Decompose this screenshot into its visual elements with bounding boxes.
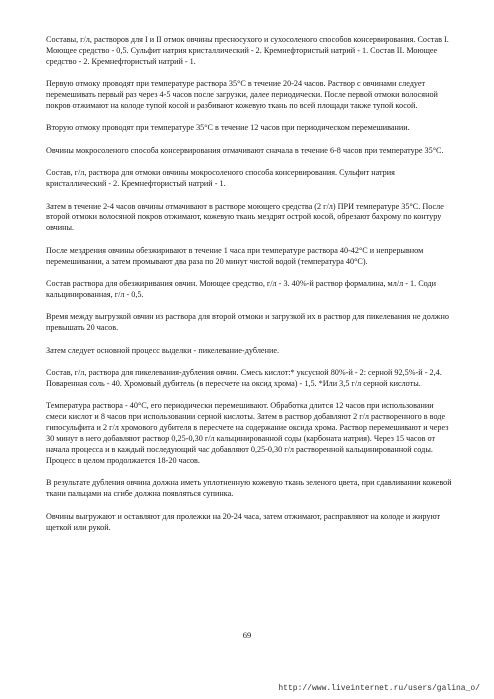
paragraph-tanning-process: Температура раствора - 40°С, его периодически перемешивают. Обработка длится 12 часов при использовании смеси кислот и 8 часов при использовании серной кислоты. Затем в раствор добавляют 2 г/л растворенного в воде гипосульфита и 2 г/л хромового дубителя в пересчете на содержание оксида хрома. Раствор перемешивают и через 30 минут в него добавляют раствор 0,25-0,30 г/л кальцинированной соды (карбоната натрия). Через 15 часов от начала процесса и в каждый последующий час добавляют 0,25-0,30 г/л растворенной кальцинированной соды. Процесс в целом продолжается 18-20 часов.	[46, 401, 449, 465]
paragraph-second-soak: Вторую отмоку проводят при температуре 35°С в течение 12 часов при периодическом перемешивании.	[46, 123, 410, 133]
paragraph-wet-salted-composition: Состав, г/л, раствора для отмоки овчины мокросоленого способа консервирования. Сульфит натрия кристаллический - 2. Кремнефтористый натрий - 1.	[46, 168, 395, 189]
page-number: 69	[242, 630, 252, 640]
paragraph-tanning-intro: Затем следует основной процесс выделки - пикелевание-дубление.	[46, 345, 280, 355]
paragraph-degreasing: После мездрения овчины обезжиривают в течение 1 часа при температуре раствора 40-42°С и непрерывном перемешивании, а затем промывают два раза по 20 минут чистой водой (температура 40°С).	[46, 245, 424, 266]
paragraph-degreasing-composition: Состав раствора для обезжиривания овчин. Моющее средство, г/л - 3. 40%-й раствор формалина, мл/л - 1. Соди кальцинированная, г/л - 0,5.	[46, 279, 437, 299]
paragraph-first-soak: Первую отмоку проводят при температуре раствора 35°С в течение 20-24 часов. Раствор с овчинами следует перемешивать первый раз через 4-5 часов после загрузки, далее периодически. После первой отмоки волосяной покров отжимают на колоде тупой косой и разбивают кожевую ткань по всей площади также тупой косой.	[46, 79, 438, 111]
paragraph-soak-compositions: Составы, г/л, растворов для I и II отмок овчины пресносухого и сухосоленого способов консервирования. Состав I. Моющее средство - 0,5. Сульфит натрия кристаллический - 2. Кремнефтористый натрий - 1. Состав II. Моющее средство - 2. Кремнефтористый натрий - 1.	[46, 35, 449, 66]
paragraph-time-limit: Время между выгрузкой овчин из раствора для второй отмоки и загрузкой их в раствор для пикелевания не должно превышать 20 часов.	[46, 312, 449, 333]
paragraph-aging-fatliquoring: Овчины выгружают и оставляют для пролежки на 20-24 часа, затем отжимают, расправляют на колоде и жируют щеткой или рукой.	[46, 511, 441, 532]
paragraph-detergent-soak: Затем в течение 2-4 часов овчины отмачивают в растворе моющего средства (2 г/л) ПРИ температуре 35°С. После второй отмоки волосяной покров отжимают, кожевую ткань мездрят острой косой, обрезают бахрому по контуру овчины.	[46, 201, 444, 233]
source-watermark: http://www.liveinternet.ru/users/galina_o/	[278, 684, 480, 693]
paragraph-tanning-result: В результате дубления овчина должна иметь уплотненную кожевую ткань зеленого цвета, при сдавливании кожевой ткани пальцами на сгибе должна появляться супинка.	[46, 478, 452, 499]
paragraph-wet-salted-soak: Овчины мокросоленого способа консервирования отмачивают сначала в течение 6-8 часов при температуре 35°С.	[46, 145, 444, 155]
document-page	[46, 35, 454, 545]
paragraph-pickling-composition: Состав, г/л, раствора для пикелевания-дубления овчин. Смесь кислот:* уксусной 80%-й - 2: серной 92,5%-й - 2,4. Поваренная соль - 40. Хромовый дубитель (в пересчете на оксид хрома) - 1,5. *Или 3,5 г/л серной кислоты.	[46, 368, 442, 389]
